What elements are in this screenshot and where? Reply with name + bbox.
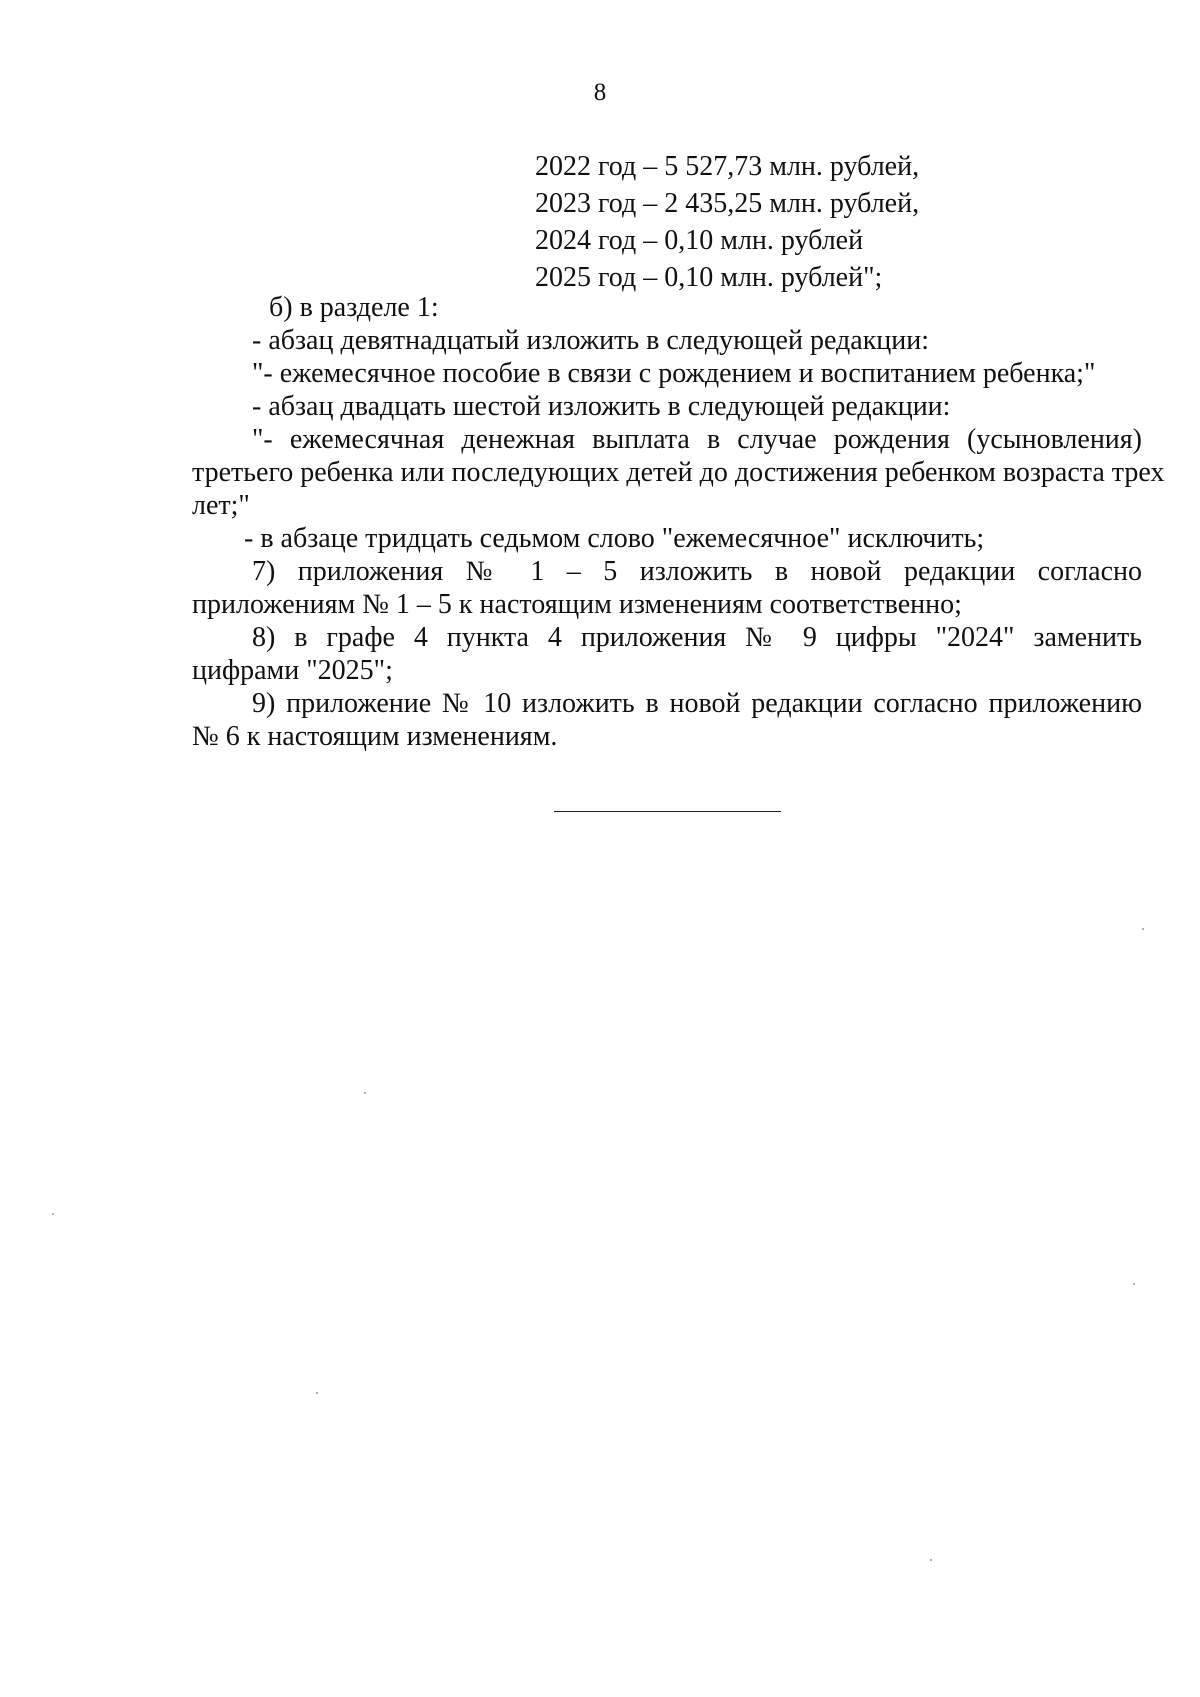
paragraph-19-new-text: "- ежемесячное пособие в связи с рождением и воспитанием ребенка;" [252, 358, 1096, 389]
paragraph-26-line-3: лет;" [192, 490, 250, 521]
scan-speck [316, 1392, 318, 1394]
paragraph-26-intro: - абзац двадцать шестой изложить в следующей редакции: [252, 391, 951, 422]
budget-year-list [535, 148, 919, 296]
scan-speck [1133, 1283, 1135, 1285]
end-separator-line [554, 811, 781, 812]
scan-speck [1142, 928, 1144, 930]
budget-year-2022: 2022 год – 5 527,73 млн. рублей, [535, 151, 920, 182]
paragraph-37-change: - в абзаце тридцать седьмом слово "ежемесячное" исключить; [244, 523, 985, 554]
budget-year-2023: 2023 год – 2 435,25 млн. рублей, [535, 188, 920, 219]
scan-speck [364, 1092, 366, 1094]
item-8-line-1: 8) в графе 4 пункта 4 приложения № 9 цифры "2024" заменить [252, 622, 1142, 653]
scan-speck [52, 1213, 54, 1215]
section-b-heading: б) в разделе 1: [269, 292, 439, 323]
item-8-line-2: цифрами "2025"; [192, 655, 393, 686]
scan-speck [930, 1559, 932, 1561]
amendment-text [192, 291, 1165, 753]
paragraph-26-line-2: третьего ребенка или последующих детей до достижения ребенком возраста трех [192, 457, 1165, 488]
paragraph-19-intro: - абзац девятнадцатый изложить в следующей редакции: [252, 325, 930, 356]
page-number: 8 [593, 79, 607, 106]
item-9-line-2: № 6 к настоящим изменениям. [192, 721, 558, 752]
budget-year-2025: 2025 год – 0,10 млн. рублей"; [535, 262, 883, 293]
item-7-line-1: 7) приложения № 1 – 5 изложить в новой редакции согласно [252, 556, 1142, 587]
item-7-line-2: приложениям № 1 – 5 к настоящим изменениям соответственно; [192, 589, 962, 620]
budget-year-2024: 2024 год – 0,10 млн. рублей [535, 225, 864, 256]
paragraph-26-line-1: "- ежемесячная денежная выплата в случае рождения (усыновления) [252, 424, 1142, 455]
item-9-line-1: 9) приложение № 10 изложить в новой редакции согласно приложению [252, 688, 1142, 719]
